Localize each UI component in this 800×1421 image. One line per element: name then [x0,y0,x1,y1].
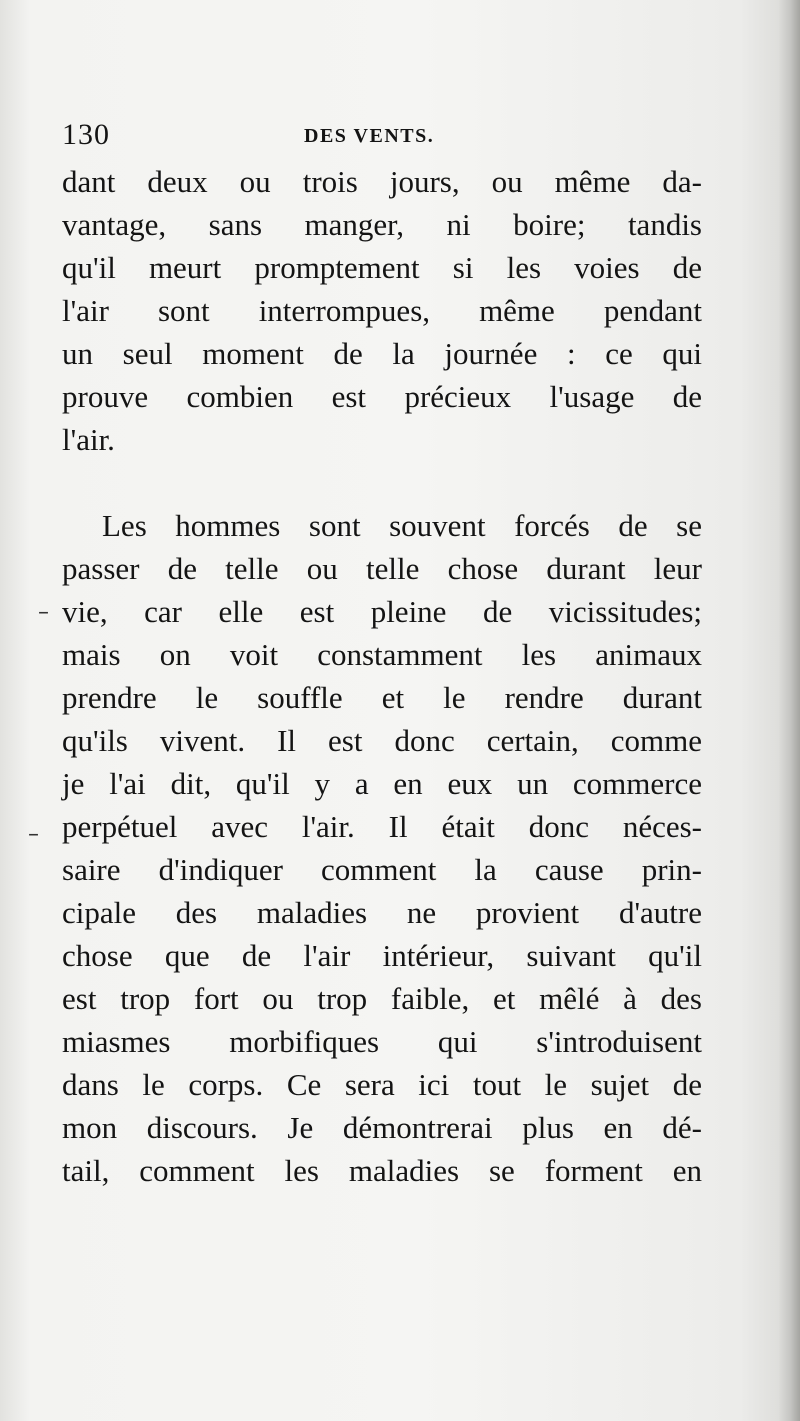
text-line: cipale des maladies ne provient d'autre [62,895,702,930]
text-line: prendre le souffle et le rendre durant [62,680,702,715]
page-header [62,118,722,152]
margin-dash-mark: – [28,822,39,847]
text-line: je l'ai dit, qu'il y a en eux un commerce [62,766,702,801]
paragraph-gap [62,461,702,504]
text-line: mais on voit constamment les animaux [62,637,702,672]
running-head: DES VENTS. [304,125,435,147]
text-line: l'air sont interrompues, même pendant [62,293,702,328]
body-text [62,160,702,1192]
text-line: tail, comment les maladies se forment en [62,1153,702,1188]
text-line: chose que de l'air intérieur, suivant qu'il [62,938,702,973]
text-line: Les hommes sont souvent forcés de se [102,508,702,543]
text-line: passer de telle ou telle chose durant leur [62,551,702,586]
text-line: vantage, sans manger, ni boire; tandis [62,207,702,242]
text-line: est trop fort ou trop faible, et mêlé à des [62,981,702,1016]
margin-dash-mark: – [38,600,49,625]
paragraph-1 [62,160,702,461]
text-line: dant deux ou trois jours, ou même da- [62,164,702,199]
text-line: qu'il meurt promptement si les voies de [62,250,702,285]
text-line: un seul moment de la journée : ce qui [62,336,702,371]
page-gutter-shadow [778,0,800,1421]
text-line: qu'ils vivent. Il est donc certain, comme [62,723,702,758]
text-line: mon discours. Je démontrerai plus en dé- [62,1110,702,1145]
page-number: 130 [62,118,110,151]
paragraph-2 [62,504,702,1192]
text-line: miasmes morbifiques qui s'introduisent [62,1024,702,1059]
text-line: prouve combien est précieux l'usage de [62,379,702,414]
text-line: vie, car elle est pleine de vicissitudes; [62,594,702,629]
text-line: perpétuel avec l'air. Il était donc néces- [62,809,702,844]
text-line: l'air. [62,422,115,457]
text-line: dans le corps. Ce sera ici tout le sujet de [62,1067,702,1102]
text-line: saire d'indiquer comment la cause prin- [62,852,702,887]
